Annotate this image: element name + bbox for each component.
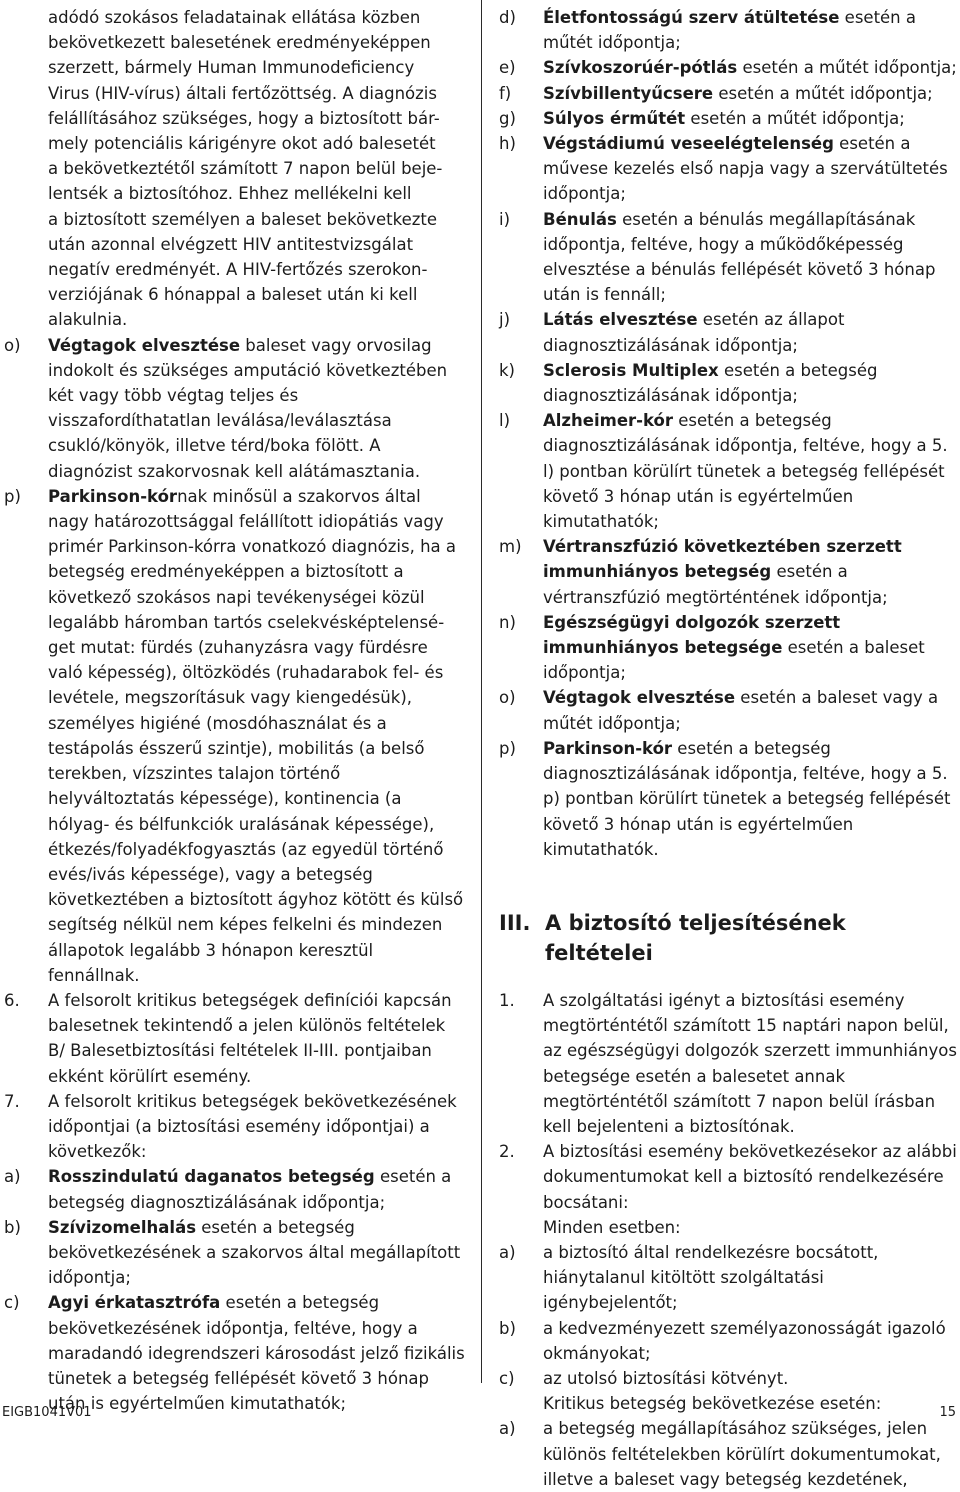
continuation-line: lentsék a biztosítóhoz. Ehhez mellékelni kell bbox=[48, 184, 412, 204]
item-7g bbox=[499, 106, 957, 131]
item-text: a biztosító által rendelkezésre bocsátott, hiánytalanul kitöltött szolgáltatási igénybejelentőt; bbox=[543, 1242, 879, 1313]
term-bold: Végtagok elvesztése bbox=[543, 688, 736, 708]
item-text: esetén a betegség bekövetkezésének időpontja, feltéve, hogy a maradandó idegrendszeri károsodást jelző fizikális tünetek a betegség fellépését követő 3 hónap után is egyértelműen kimutathatók; bbox=[48, 1293, 465, 1414]
item-label: c) bbox=[499, 1368, 515, 1388]
item-label: f) bbox=[499, 83, 512, 103]
page-number: 15 bbox=[939, 1405, 956, 1420]
item-number: 1. bbox=[499, 990, 515, 1010]
item-text: esetén a betegség diagnosztizálásának időpontja, feltéve, hogy a 5. p) pontban körülírt tünetek a betegség fellépését követő 3 hónap után is egyértelműen kimutathatók. bbox=[543, 738, 951, 859]
item-7l bbox=[499, 408, 957, 534]
item-text: esetén a vértranszfúzió megtörténtének időpontja; bbox=[543, 562, 888, 607]
item-text: A felsorolt kritikus betegségek definíciói kapcsán balesetnek tekintendő a jelen különös feltételek B/ Balesetbiztosítási feltételek II-III. pontjaiban ekként körülírt esemény. bbox=[48, 990, 452, 1086]
item-label: e) bbox=[499, 58, 516, 78]
continuation-line: mely potenciális kárigényre okot adó balesetét bbox=[48, 134, 436, 154]
section-title: A biztosító teljesítésének feltételei bbox=[545, 910, 846, 965]
section-number: III. bbox=[499, 910, 531, 935]
item-label: i) bbox=[499, 209, 511, 229]
item-text: esetén az állapot diagnosztizálásának időpontja; bbox=[543, 310, 845, 355]
section-heading bbox=[499, 908, 957, 968]
continuation-line: bekövetkezett balesetének eredményeképpen bbox=[48, 33, 431, 53]
item-p bbox=[4, 484, 466, 988]
item-7i bbox=[499, 207, 957, 308]
item-6 bbox=[4, 988, 466, 1089]
doc-item-a bbox=[499, 1240, 957, 1316]
item-7k bbox=[499, 358, 957, 408]
item-label: o) bbox=[499, 688, 516, 708]
item-text: a kedvezményezett személyazonosságát igazoló okmányokat; bbox=[543, 1318, 946, 1363]
item-text: A biztosítási esemény bekövetkezésekor az alábbi dokumentumokat kell a biztosító rendelkezésére bocsátani: bbox=[543, 1142, 957, 1212]
item-label: a) bbox=[4, 1167, 21, 1187]
doc-item-b bbox=[499, 1316, 957, 1366]
item-7a bbox=[4, 1164, 466, 1214]
item-label: h) bbox=[499, 134, 516, 154]
term-bold: Súlyos érműtét bbox=[543, 108, 686, 128]
column-divider bbox=[481, 0, 482, 1383]
term-bold: Látás elvesztése bbox=[543, 310, 698, 330]
item-label: c) bbox=[4, 1293, 20, 1313]
continuation-line: adódó szokásos feladatainak ellátása közben bbox=[48, 8, 421, 27]
item-label: m) bbox=[499, 537, 522, 557]
right-column bbox=[499, 5, 957, 1492]
term-bold: Bénulás bbox=[543, 209, 617, 229]
item-label: l) bbox=[499, 411, 511, 431]
term-bold: Szívkoszorúér-pótlás bbox=[543, 58, 738, 78]
item-7m bbox=[499, 534, 957, 610]
item-text: A felsorolt kritikus betegségek bekövetkezésének időpontjai (a biztosítási esemény időpontjai) a következők: bbox=[48, 1091, 457, 1162]
continuation-line: felállításához szükséges, hogy a biztosított bár- bbox=[48, 108, 440, 128]
item-text: esetén a betegség diagnosztizálásának időpontja; bbox=[48, 1167, 452, 1212]
item-label: k) bbox=[499, 360, 515, 380]
continuation-line: verziójának 6 hónappal a baleset után ki kell bbox=[48, 285, 418, 305]
continuation-line: Virus (HIV-vírus) általi fertőzöttség. A diagnózis bbox=[48, 83, 437, 103]
item-label: b) bbox=[499, 1318, 516, 1338]
section-item-1 bbox=[499, 988, 957, 1139]
item-text: baleset vagy orvosilag indokolt és szükséges amputáció következtében két vagy több végtag teljes és visszafordíthatatlan leválása/leválasztása csukló/könyök, illetve térd/boka fölött. A diagnózist szakorvosnak kell alátámasztania. bbox=[48, 335, 448, 481]
critical-case-label: Kritikus betegség bekövetkezése esetén: bbox=[543, 1394, 882, 1414]
every-case-label: Minden esetben: bbox=[543, 1217, 681, 1237]
item-7e bbox=[499, 55, 957, 80]
item-o bbox=[4, 333, 466, 484]
term-bold: Végtagok elvesztése bbox=[48, 335, 241, 355]
item-n-continuation bbox=[4, 5, 466, 333]
item-text: esetén a bénulás megállapításának időpontja, feltéve, hogy a működőképesség elvesztése a bénulás fellépését követő 3 hónap után is fennáll; bbox=[543, 209, 936, 305]
item-text: esetén a baleset vagy a műtét időpontja; bbox=[543, 688, 939, 733]
item-text: esetén a betegség diagnosztizálásának időpontja, feltéve, hogy a 5. l) pontban körülírt tünetek a betegség fellépését követő 3 hónap után is egyértelműen kimutathatók; bbox=[543, 411, 948, 532]
term-bold: Egészségügyi dolgozók szerzett immunhiányos betegsége bbox=[543, 612, 841, 658]
term-bold: Sclerosis Multiplex bbox=[543, 360, 719, 380]
item-7c bbox=[4, 1290, 466, 1416]
item-text: esetén a műtét időpontja; bbox=[713, 83, 933, 103]
item-7p bbox=[499, 736, 957, 862]
item-7n bbox=[499, 610, 957, 686]
continuation-line: a bekövetkeztétől számított 7 napon belül beje- bbox=[48, 159, 443, 179]
continuation-line: a biztosított személyen a baleset bekövetkezte bbox=[48, 209, 438, 229]
item-7f bbox=[499, 81, 957, 106]
item-label: d) bbox=[499, 8, 516, 27]
item-number: 7. bbox=[4, 1091, 20, 1111]
continuation-line: negatív eredményét. A HIV-fertőzés szerokon- bbox=[48, 260, 428, 280]
item-label: o) bbox=[4, 335, 21, 355]
item-text: a betegség megállapításához szükséges, jelen különös feltételekben körülírt dokumentumokat, illetve a baleset vagy betegség kezdetének, bbox=[543, 1419, 941, 1489]
left-column bbox=[4, 5, 466, 1416]
term-bold: Szívizomelhalás bbox=[48, 1217, 197, 1237]
item-text: A szolgáltatási igényt a biztosítási esemény megtörténtétől számított 15 naptári napon belül, az egészségügyi dolgozók szerzett immunhiányos betegsége esetén a balesetet annak megtörténtétől számított 7 napon belül írásban kell bejelenteni a biztosítónak. bbox=[543, 990, 957, 1136]
item-text: esetén a műtét időpontja; bbox=[737, 58, 957, 78]
item-label: n) bbox=[499, 612, 516, 632]
term-bold: Végstádiumú veseelégtelenség bbox=[543, 134, 834, 154]
item-text: esetén a művese kezelés első napja vagy a szervátültetés időpontja; bbox=[543, 134, 948, 204]
item-label: g) bbox=[499, 108, 516, 128]
term-bold: Alzheimer-kór bbox=[543, 411, 673, 431]
item-text: nak minősül a szakorvos által nagy határozottsággal felállított idiopátiás vagy primér Parkinson-kórra vonatkozó diagnózis, ha a betegség eredményeképpen a biztosított a következő szokásos napi tevékenységei közül legalább háromban tartós cselekvésképtelensé-get mutat: fürdés (zuhanyzásra vagy fürdésre való képesség), öltözködés (ruhadarabok fel- és levétele, megszorításuk vagy kiengedésük), személyes higiéné (mosdóhasználat és a testápolás ésszerű szintje), mobilitás (a belső terekben, vízszintes talajon történő helyváltoztatás képessége), kontinencia (a hólyag- és bélfunkciók uralásának képessége), étkezés/folyadékfogyasztás (az egyedül történő evés/ivás képessége), vagy a betegség következtében a biztosított ágyhoz kötött és külső segítség nélkül nem képes felkelni és mindezen állapotok legalább 3 hónapon keresztül fennállnak. bbox=[48, 486, 464, 985]
item-text: esetén a baleset időpontja; bbox=[543, 638, 925, 683]
item-label: p) bbox=[499, 738, 516, 758]
term-bold: Rosszindulatú daganatos betegség bbox=[48, 1167, 375, 1187]
item-text: esetén a műtét időpontja; bbox=[685, 108, 905, 128]
item-label: p) bbox=[4, 486, 21, 506]
item-7b bbox=[4, 1215, 466, 1291]
term-bold: Parkinson-kór bbox=[543, 738, 673, 758]
item-label: j) bbox=[499, 310, 511, 330]
item-number: 6. bbox=[4, 990, 20, 1010]
term-bold: Életfontosságú szerv átültetése bbox=[543, 8, 840, 27]
continuation-line: alakulnia. bbox=[48, 310, 128, 330]
document-code: EIGB1041V01 bbox=[2, 1405, 92, 1420]
item-7h bbox=[499, 131, 957, 207]
term-bold: Vértranszfúzió következtében szerzett immunhiányos betegség bbox=[543, 537, 902, 582]
item-text: az utolsó biztosítási kötvényt. bbox=[543, 1368, 789, 1388]
item-number: 2. bbox=[499, 1142, 515, 1162]
term-bold: Agyi érkatasztrófa bbox=[48, 1293, 221, 1313]
section-item-2 bbox=[499, 1139, 957, 1215]
item-text: esetén a műtét időpontja; bbox=[543, 8, 917, 53]
item-text: esetén a betegség bekövetkezésének a szakorvos által megállapított időpontja; bbox=[48, 1217, 461, 1288]
continuation-line: után azonnal elvégzett HIV antitestvizsgálat bbox=[48, 234, 414, 254]
item-label: b) bbox=[4, 1217, 21, 1237]
item-7d bbox=[499, 5, 957, 55]
item-label: a) bbox=[499, 1419, 516, 1439]
doc-item-c bbox=[499, 1366, 957, 1391]
item-text: esetén a betegség diagnosztizálásának időpontja; bbox=[543, 360, 878, 406]
continuation-line: szerzett, bármely Human Immunodeficiency bbox=[48, 58, 415, 78]
item-7j bbox=[499, 307, 957, 357]
item-label: a) bbox=[499, 1242, 516, 1262]
item-7o bbox=[499, 685, 957, 735]
item-7 bbox=[4, 1089, 466, 1165]
term-bold: Szívbillentyűcsere bbox=[543, 83, 714, 103]
critical-item-a bbox=[499, 1416, 957, 1492]
term-bold: Parkinson-kór bbox=[48, 486, 178, 506]
